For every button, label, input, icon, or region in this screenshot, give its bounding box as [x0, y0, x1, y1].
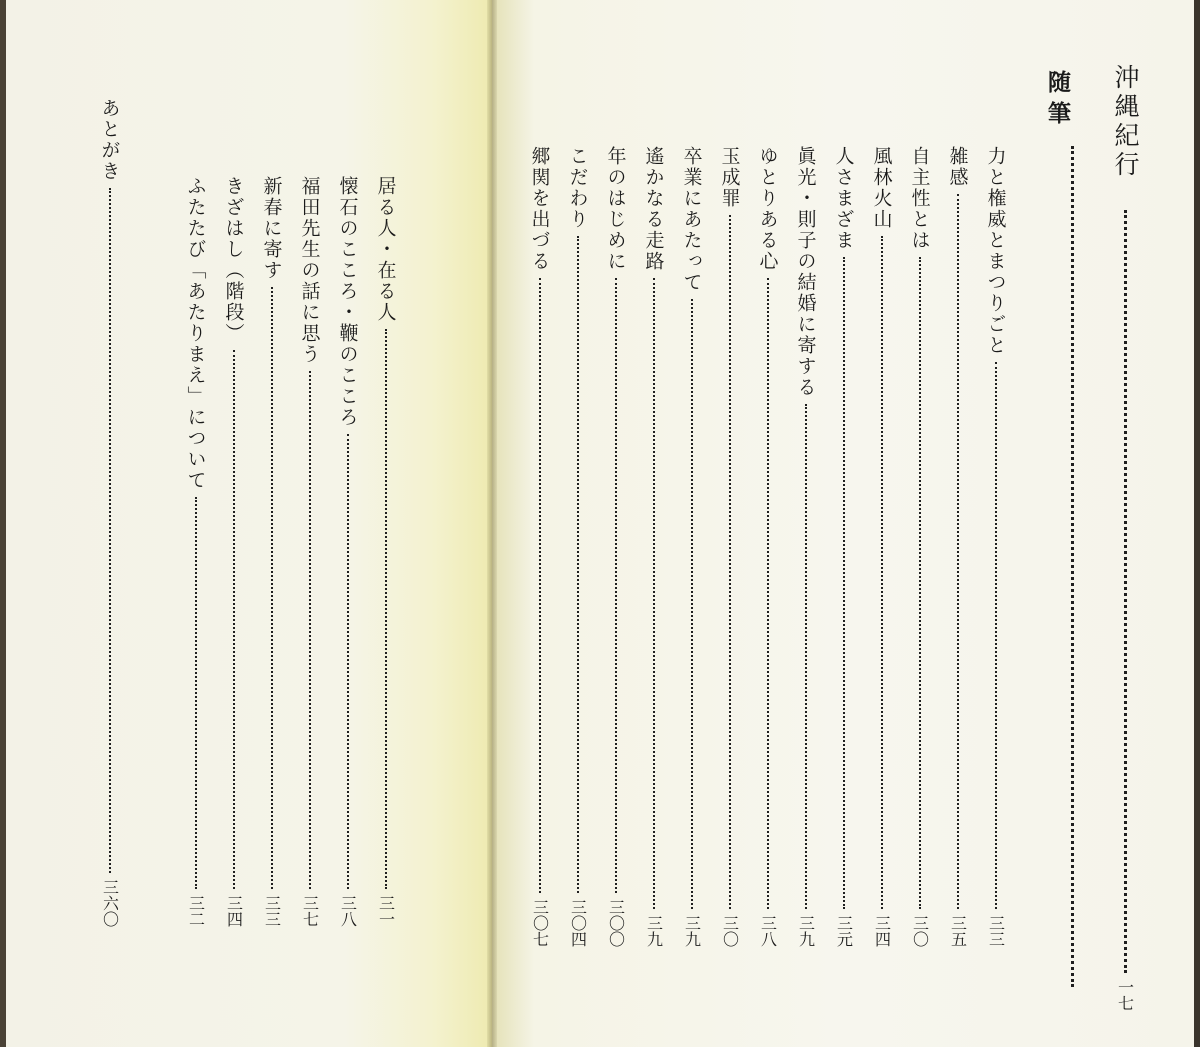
- page-number: 三三: [986, 915, 1006, 947]
- entry-title: ゆとりある心: [756, 146, 779, 272]
- page-number: 三元: [834, 915, 854, 947]
- entry-title: 自主性とは: [908, 146, 931, 251]
- toc-heading-row: [1100, 0, 1150, 1047]
- book-spine: [487, 0, 497, 1047]
- toc-section-row: [1030, 0, 1074, 1047]
- leader-dots: [691, 299, 693, 909]
- book-edge-right: [1194, 0, 1200, 1047]
- page-number: 三八: [338, 895, 358, 927]
- entry-title: 遙かなる走路: [642, 146, 665, 272]
- toc-entry: [712, 0, 748, 1047]
- leader-dots: [1071, 146, 1074, 987]
- leader-dots: [615, 278, 617, 893]
- page-number: 三九: [682, 915, 702, 947]
- page-number: 一七: [1115, 979, 1135, 1011]
- toc-entry: [522, 0, 558, 1047]
- page-number: 三〇: [720, 915, 740, 947]
- leader-dots: [881, 236, 883, 909]
- page-number: 三〇四: [568, 899, 588, 947]
- entry-title: 懐石のこころ・鞭のこころ: [336, 176, 359, 428]
- toc-entry: [178, 0, 214, 1047]
- entry-title: 卒業にあたって: [680, 146, 703, 293]
- leader-dots: [1124, 210, 1127, 973]
- toc-entry: [560, 0, 596, 1047]
- toc-entry: [940, 0, 976, 1047]
- section-title: 随筆: [1044, 70, 1071, 132]
- page-number: 三四: [872, 915, 892, 947]
- leader-dots: [271, 287, 273, 889]
- entry-title: きざはし（階段）: [222, 176, 245, 344]
- leader-dots: [385, 329, 387, 889]
- entry-title: あとがき: [98, 98, 121, 182]
- leader-dots: [233, 350, 235, 889]
- entry-title: 眞光・則子の結婚に寄する: [794, 146, 817, 398]
- leader-dots: [653, 278, 655, 909]
- leader-dots: [767, 278, 769, 909]
- entry-title: 風林火山: [870, 146, 893, 230]
- page-number: 三八: [758, 915, 778, 947]
- toc-entry: [598, 0, 634, 1047]
- page-number: 三三: [262, 895, 282, 927]
- leader-dots: [195, 497, 197, 889]
- toc-entry: [92, 0, 128, 1047]
- toc-entry: [864, 0, 900, 1047]
- page-number: 三二: [186, 895, 206, 927]
- toc-entry: [292, 0, 328, 1047]
- leader-dots: [729, 215, 731, 909]
- toc-entry: [674, 0, 710, 1047]
- toc-entry: [636, 0, 672, 1047]
- leader-dots: [309, 371, 311, 889]
- leader-dots: [539, 278, 541, 893]
- toc-entry: [902, 0, 938, 1047]
- entry-title: 人さまざま: [832, 146, 855, 251]
- book-edge-left: [0, 0, 6, 1047]
- page-number: 三四: [224, 895, 244, 927]
- entry-title: こだわり: [566, 146, 589, 230]
- entry-title: 居る人・在る人: [374, 176, 397, 323]
- page-number: 三一: [376, 895, 396, 927]
- page-number: 三七: [300, 895, 320, 927]
- entry-title: 年のはじめに: [604, 146, 627, 272]
- entry-title: 雑感: [946, 146, 969, 188]
- toc-entry: [750, 0, 786, 1047]
- leader-dots: [109, 188, 111, 873]
- page-number: 三〇: [910, 915, 930, 947]
- leader-dots: [919, 257, 921, 909]
- page-number: 三〇〇: [606, 899, 626, 947]
- leader-dots: [805, 404, 807, 909]
- toc-heading: 沖縄紀行: [1111, 64, 1140, 180]
- leader-dots: [843, 257, 845, 909]
- page-number: 三六〇: [100, 879, 120, 927]
- entry-title: 力と権威とまつりごと: [984, 146, 1007, 356]
- toc-entry: [788, 0, 824, 1047]
- page-number: 三九: [796, 915, 816, 947]
- entry-title: 郷関を出づる: [528, 146, 551, 272]
- leader-dots: [957, 194, 959, 909]
- entry-title: 福田先生の話に思う: [298, 176, 321, 365]
- entry-title: 玉成罪: [718, 146, 741, 209]
- toc-entry: [368, 0, 404, 1047]
- toc-entry: [826, 0, 862, 1047]
- leader-dots: [995, 362, 997, 909]
- toc-entry: [254, 0, 290, 1047]
- page-number: 三〇七: [530, 899, 550, 947]
- page-number: 三五: [948, 915, 968, 947]
- toc-entry: [978, 0, 1014, 1047]
- toc-entry: [330, 0, 366, 1047]
- entry-title: 新春に寄す: [260, 176, 283, 281]
- entry-title: ふたたび「あたりまえ」について: [184, 176, 207, 491]
- leader-dots: [577, 236, 579, 893]
- toc-entry: [216, 0, 252, 1047]
- leader-dots: [347, 434, 349, 889]
- page-number: 三九: [644, 915, 664, 947]
